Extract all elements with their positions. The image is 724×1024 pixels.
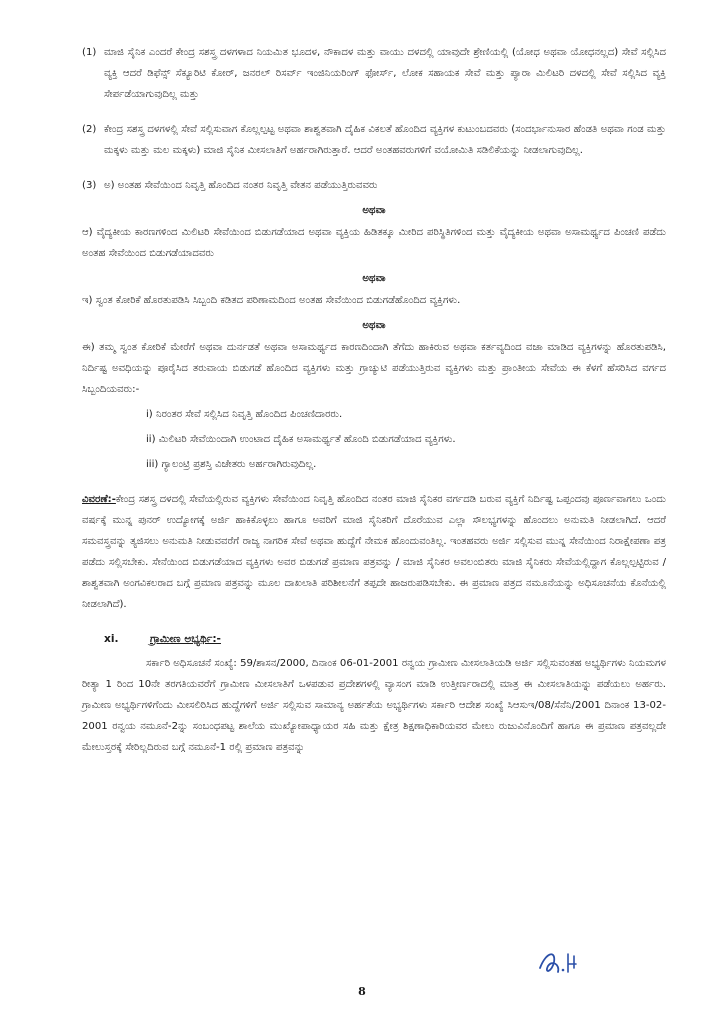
section-heading (82, 629, 666, 649)
section-title: ಗ್ರಾಮೀಣ ಅಭ್ಯರ್ಥಿ:- (150, 633, 221, 645)
page-number: 8 (358, 985, 366, 998)
item-number: (1) (82, 47, 97, 58)
or-separator: ಅಥವಾ (362, 320, 386, 331)
list-item-2 (82, 119, 666, 161)
item-number: (2) (82, 124, 97, 135)
roman-item: iii) ಗ್ಯಾಲಂಟ್ರಿ ಪ್ರಶಸ್ತಿ ವಿಜೇತರು ಅರ್ಹರಾಗಿರುವುದಿಲ್ಲ. (146, 459, 317, 470)
list-item-3 (82, 175, 666, 196)
explanation-label: ವಿವರಣೆ:- (82, 494, 116, 505)
roman-list (146, 404, 666, 475)
item-text: ಮಾಜಿ ಸೈನಿಕ ಎಂದರೆ ಕೇಂದ್ರ ಸಶಸ್ತ್ರ ದಳಗಳಾದ ನಿಯಮಿತ ಭೂದಳ, ನೌಕಾದಳ ಮತ್ತು ವಾಯು ದಳದಲ್ಲಿ ಯಾವುದೇ ಶ್ರೇಣಿಯಲ್ಲಿ (ಯೋಧ ಅಥವಾ ಯೋಧನಲ್ಲದ) ಸೇವೆ ಸಲ್ಲಿಸಿದ ವ್ಯಕ್ತಿ ಆದರೆ ಡಿಫೆನ್ಸ್ ಸೆಕ್ಯೂರಿಟಿ ಕೋರ್, ಜನರಲ್ ರಿಸರ್ವ್ ಇಂಜಿನಿಯರಿಂಗ್ ಫೋರ್ಸ್, ಲೋಕ ಸಹಾಯಕ ಸೇವೆ ಮತ್ತು ಪ್ಯಾರಾ ಮಿಲಿಟರಿ ದಳದಲ್ಲಿ ಸೇವೆ ಸಲ್ಲಿಸಿದ ವ್ಯಕ್ತಿ ಸೇರ್ಪಡೆಯಾಗುವುದಿಲ್ಲ ಮತ್ತು (104, 47, 666, 100)
sub-item-aa: ಆ) ವೈದ್ಯಕೀಯ ಕಾರಣಗಳಿಂದ ಮಿಲಿಟರಿ ಸೇವೆಯಿಂದ ಬಿಡುಗಡೆಯಾದ ಅಥವಾ ವ್ಯಕ್ತಿಯ ಹಿಡಿತಕ್ಕೂ ಮೀರಿದ ಪರಿಸ್ಥಿತಿಗಳಿಂದ ಮತ್ತು ವೈದ್ಯಕೀಯ ಅಥವಾ ಅಸಾಮರ್ಥ್ಯದ ಪಿಂಚಣಿ ಪಡೆದು ಅಂತಹ ಸೇವೆಯಿಂದ ಬಿಡುಗಡೆಯಾದವರು (82, 227, 666, 259)
list-item-1 (82, 42, 666, 105)
item-text: ಕೇಂದ್ರ ಸಶಸ್ತ್ರ ದಳಗಳಲ್ಲಿ ಸೇವೆ ಸಲ್ಲಿಸುವಾಗ ಕೊಲ್ಲಲ್ಪಟ್ಟ ಅಥವಾ ಶಾಶ್ವತವಾಗಿ ದೈಹಿಕ ವಿಕಲತೆ ಹೊಂದಿದ ವ್ಯಕ್ತಿಗಳ ಕುಟುಂಬದವರು (ಸಂದರ್ಭಾನುಸಾರ ಹೆಂಡತಿ ಅಥವಾ ಗಂಡ ಮತ್ತು ಮಕ್ಕಳು ಮತ್ತು ಮಲ ಮಕ್ಕಳು) ಮಾಜಿ ಸೈನಿಕ ಮೀಸಲಾತಿಗೆ ಅರ್ಹರಾಗಿರುತ್ತಾರೆ. ಆದರೆ ಅಂತಹವರುಗಳಿಗೆ ವಯೋಮಿತಿ ಸಡಿಲಿಕೆಯನ್ನು ನೀಡಲಾಗುವುದಿಲ್ಲ. (104, 124, 666, 156)
or-separator: ಅಥವಾ (362, 205, 386, 216)
roman-item: ii) ಮಿಲಿಟರಿ ಸೇವೆಯಿಂದಾಗಿ ಉಂಟಾದ ದೈಹಿಕ ಅಸಾಮರ್ಥ್ಯತೆ ಹೊಂದಿ ಬಿಡುಗಡೆಯಾದ ವ್ಯಕ್ತಿಗಳು. (146, 434, 456, 445)
roman-item: i) ನಿರಂತರ ಸೇವೆ ಸಲ್ಲಿಸಿದ ನಿವೃತ್ತಿ ಹೊಂದಿದ ಪಿಂಚಣಿದಾರರು. (146, 409, 343, 420)
or-separator: ಅಥವಾ (362, 273, 386, 284)
sub-item-i: ಇ) ಸ್ವಂತ ಕೋರಿಕೆ ಹೊರತುಪಡಿಸಿ ಸಿಬ್ಬಂದಿ ಕಡಿತದ ಪರಿಣಾಮದಿಂದ ಅಂತಹ ಸೇವೆಯಿಂದ ಬಿಡುಗಡೆಹೊಂದಿದ ವ್ಯಕ್ತಿಗಳು. (82, 295, 461, 306)
item-text: ಅ) ಅಂತಹ ಸೇವೆಯಿಂದ ನಿವೃತ್ತಿ ಹೊಂದಿದ ನಂತರ ನಿವೃತ್ತಿ ವೇತನ ಪಡೆಯುತ್ತಿರುವವರು (104, 180, 378, 191)
item-number: (3) (82, 180, 97, 191)
section-number: xi. (104, 633, 119, 645)
explanation-paragraph (82, 489, 666, 615)
signature-icon (536, 946, 582, 980)
explanation-text: ಕೇಂದ್ರ ಸಶಸ್ತ್ರ ದಳದಲ್ಲಿ ಸೇವೆಯಲ್ಲಿರುವ ವ್ಯಕ್ತಿಗಳು ಸೇವೆಯಿಂದ ನಿವೃತ್ತಿ ಹೊಂದಿದ ನಂತರ ಮಾಜಿ ಸೈನಿಕರ ವರ್ಗದಡಿ ಬರುವ ವ್ಯಕ್ತಿಗೆ ನಿರ್ದಿಷ್ಟ ಒಪ್ಪಂದವು ಪೂರ್ಣವಾಗಲು ಒಂದು ವರ್ಷಕ್ಕೆ ಮುನ್ನ ಪುನರ್ ಉದ್ಯೋಗಕ್ಕೆ ಅರ್ಜಿ ಹಾಕಿಕೊಳ್ಳಲು ಹಾಗೂ ಅವರಿಗೆ ಮಾಜಿ ಸೈನಿಕರಿಗೆ ದೊರೆಯುವ ಎಲ್ಲಾ ಸೌಲಭ್ಯಗಳನ್ನು ಹೊಂದಲು ಅನುಮತಿ ನೀಡಲಾಗಿದೆ. ಆದರೆ ಸಮವಸ್ತ್ರವನ್ನು ತ್ಯಜಿಸಲು ಅನುಮತಿ ನೀಡುವವರೆಗೆ ರಾಜ್ಯ ನಾಗರಿಕ ಸೇವೆ ಅಥವಾ ಹುದ್ದೆಗೆ ನೇಮಕ ಹೊಂದುವಂತಿಲ್ಲ. ಇಂತಹವರು ಅರ್ಜಿ ಸಲ್ಲಿಸುವ ಮುನ್ನ ಸೇನೆಯಿಂದ ನಿರಾಕ್ಷೇಪಣಾ ಪತ್ರ ಪಡೆದು ಸಲ್ಲಿಸಬೇಕು. ಸೇನೆಯಿಂದ ಬಿಡುಗಡೆಯಾದ ವ್ಯಕ್ತಿಗಳು ಅವರ ಬಿಡುಗಡೆ ಪ್ರಮಾಣ ಪತ್ರವನ್ನು / ಮಾಜಿ ಸೈನಿಕರ ಅವಲಂಬಿತರು ಮಾಜಿ ಸೈನಿಕರು ಸೇವೆಯಲ್ಲಿದ್ದಾಗ ಕೊಲ್ಲಲ್ಪಟ್ಟಿರುವ / ಶಾಶ್ವತವಾಗಿ ಅಂಗವಿಕಲರಾದ ಬಗ್ಗೆ ಪ್ರಮಾಣ ಪತ್ರವನ್ನು ಮೂಲ ದಾಖಲಾತಿ ಪರಿಶೀಲನೆಗೆ ತಪ್ಪದೇ ಹಾಜರುಪಡಿಸಬೇಕು. ಈ ಪ್ರಮಾಣ ಪತ್ರದ ನಮೂನೆಯನ್ನು ಅಧಿಸೂಚನೆಯ ಕೊನೆಯಲ್ಲಿ ನೀಡಲಾಗಿದೆ). (82, 494, 666, 610)
section-paragraph: ಸರ್ಕಾರಿ ಅಧಿಸೂಚನೆ ಸಂಖ್ಯೆ: 59/ಶಾಸನ/2000, ದಿನಾಂಕ 06-01-2001 ರನ್ವಯ ಗ್ರಾಮೀಣ ಮೀಸಲಾತಿಯಡಿ ಅರ್ಜಿ ಸಲ್ಲಿಸುವಂತಹ ಅಭ್ಯರ್ಥಿಗಳು ನಿಯಮಗಳ ರೀತ್ಯಾ 1 ರಿಂದ 10ನೇ ತರಗತಿಯವರೆಗೆ ಗ್ರಾಮೀಣ ಮೀಸಲಾತಿಗೆ ಒಳಪಡುವ ಪ್ರದೇಶಗಳಲ್ಲಿ ವ್ಯಾಸಂಗ ಮಾಡಿ ಉತ್ತೀರ್ಣರಾದಲ್ಲಿ ಮಾತ್ರ ಈ ಮೀಸಲಾತಿಯನ್ನು ಪಡೆಯಲು ಅರ್ಹರು. ಗ್ರಾಮೀಣ ಅಭ್ಯರ್ಥಿಗಳಿಗೆಂದು ಮೀಸಲಿರಿಸಿದ ಹುದ್ದೆಗಳಿಗೆ ಅರ್ಜಿ ಸಲ್ಲಿಸುವ ಸಾಮಾನ್ಯ ಅರ್ಹತೆಯ ಅಭ್ಯರ್ಥಿಗಳು ಸರ್ಕಾರಿ ಆದೇಶ ಸಂಖ್ಯೆ ಸಿಆಸುಇ/08/ಸೆನೆನಿ/2001 ದಿನಾಂಕ 13-02-2001 ರನ್ವಯ ನಮೂನೆ-2ನ್ನು ಸಂಬಂಧಪಟ್ಟ ಶಾಲೆಯ ಮುಖ್ಯೋಪಾಧ್ಯಾಯರ ಸಹಿ ಮತ್ತು ಕ್ಷೇತ್ರ ಶಿಕ್ಷಣಾಧಿಕಾರಿಯವರ ಮೇಲು ರುಜುವಿನೊಂದಿಗೆ ಹಾಗೂ ಈ ಪ್ರಮಾಣ ಪತ್ರವಲ್ಲದೇ ಮೇಲುಸ್ತರಕ್ಕೆ ಸೇರಿಲ್ಲದಿರುವ ಬಗ್ಗೆ ನಮೂನೆ-1 ರಲ್ಲಿ ಪ್ರಮಾಣ ಪತ್ರವನ್ನು (82, 658, 666, 753)
sub-item-ee: ಈ) ತಮ್ಮ ಸ್ವಂತ ಕೋರಿಕೆ ಮೇರೆಗೆ ಅಥವಾ ದುರ್ನಡತೆ ಅಥವಾ ಅಸಾಮರ್ಥ್ಯದ ಕಾರಣದಿಂದಾಗಿ ತೆಗೆದು ಹಾಕಿರುವ ಅಥವಾ ಕರ್ತವ್ಯದಿಂದ ವಜಾ ಮಾಡಿದ ವ್ಯಕ್ತಿಗಳನ್ನು ಹೊರತುಪಡಿಸಿ, ನಿರ್ದಿಷ್ಟ ಅವಧಿಯನ್ನು ಪೂರೈಸಿದ ತರುವಾಯ ಬಿಡುಗಡೆ ಹೊಂದಿದ ವ್ಯಕ್ತಿಗಳು ಮತ್ತು ಗ್ರಾಚ್ಯುಟಿ ಪಡೆಯುತ್ತಿರುವ ವ್ಯಕ್ತಿಗಳು ಮತ್ತು ಪ್ರಾಂತೀಯ ಸೇವೆಯ ಈ ಕೆಳಗೆ ಹೆಸರಿಸಿದ ವರ್ಗದ ಸಿಬ್ಬಂದಿಯವರು:- (82, 342, 666, 395)
